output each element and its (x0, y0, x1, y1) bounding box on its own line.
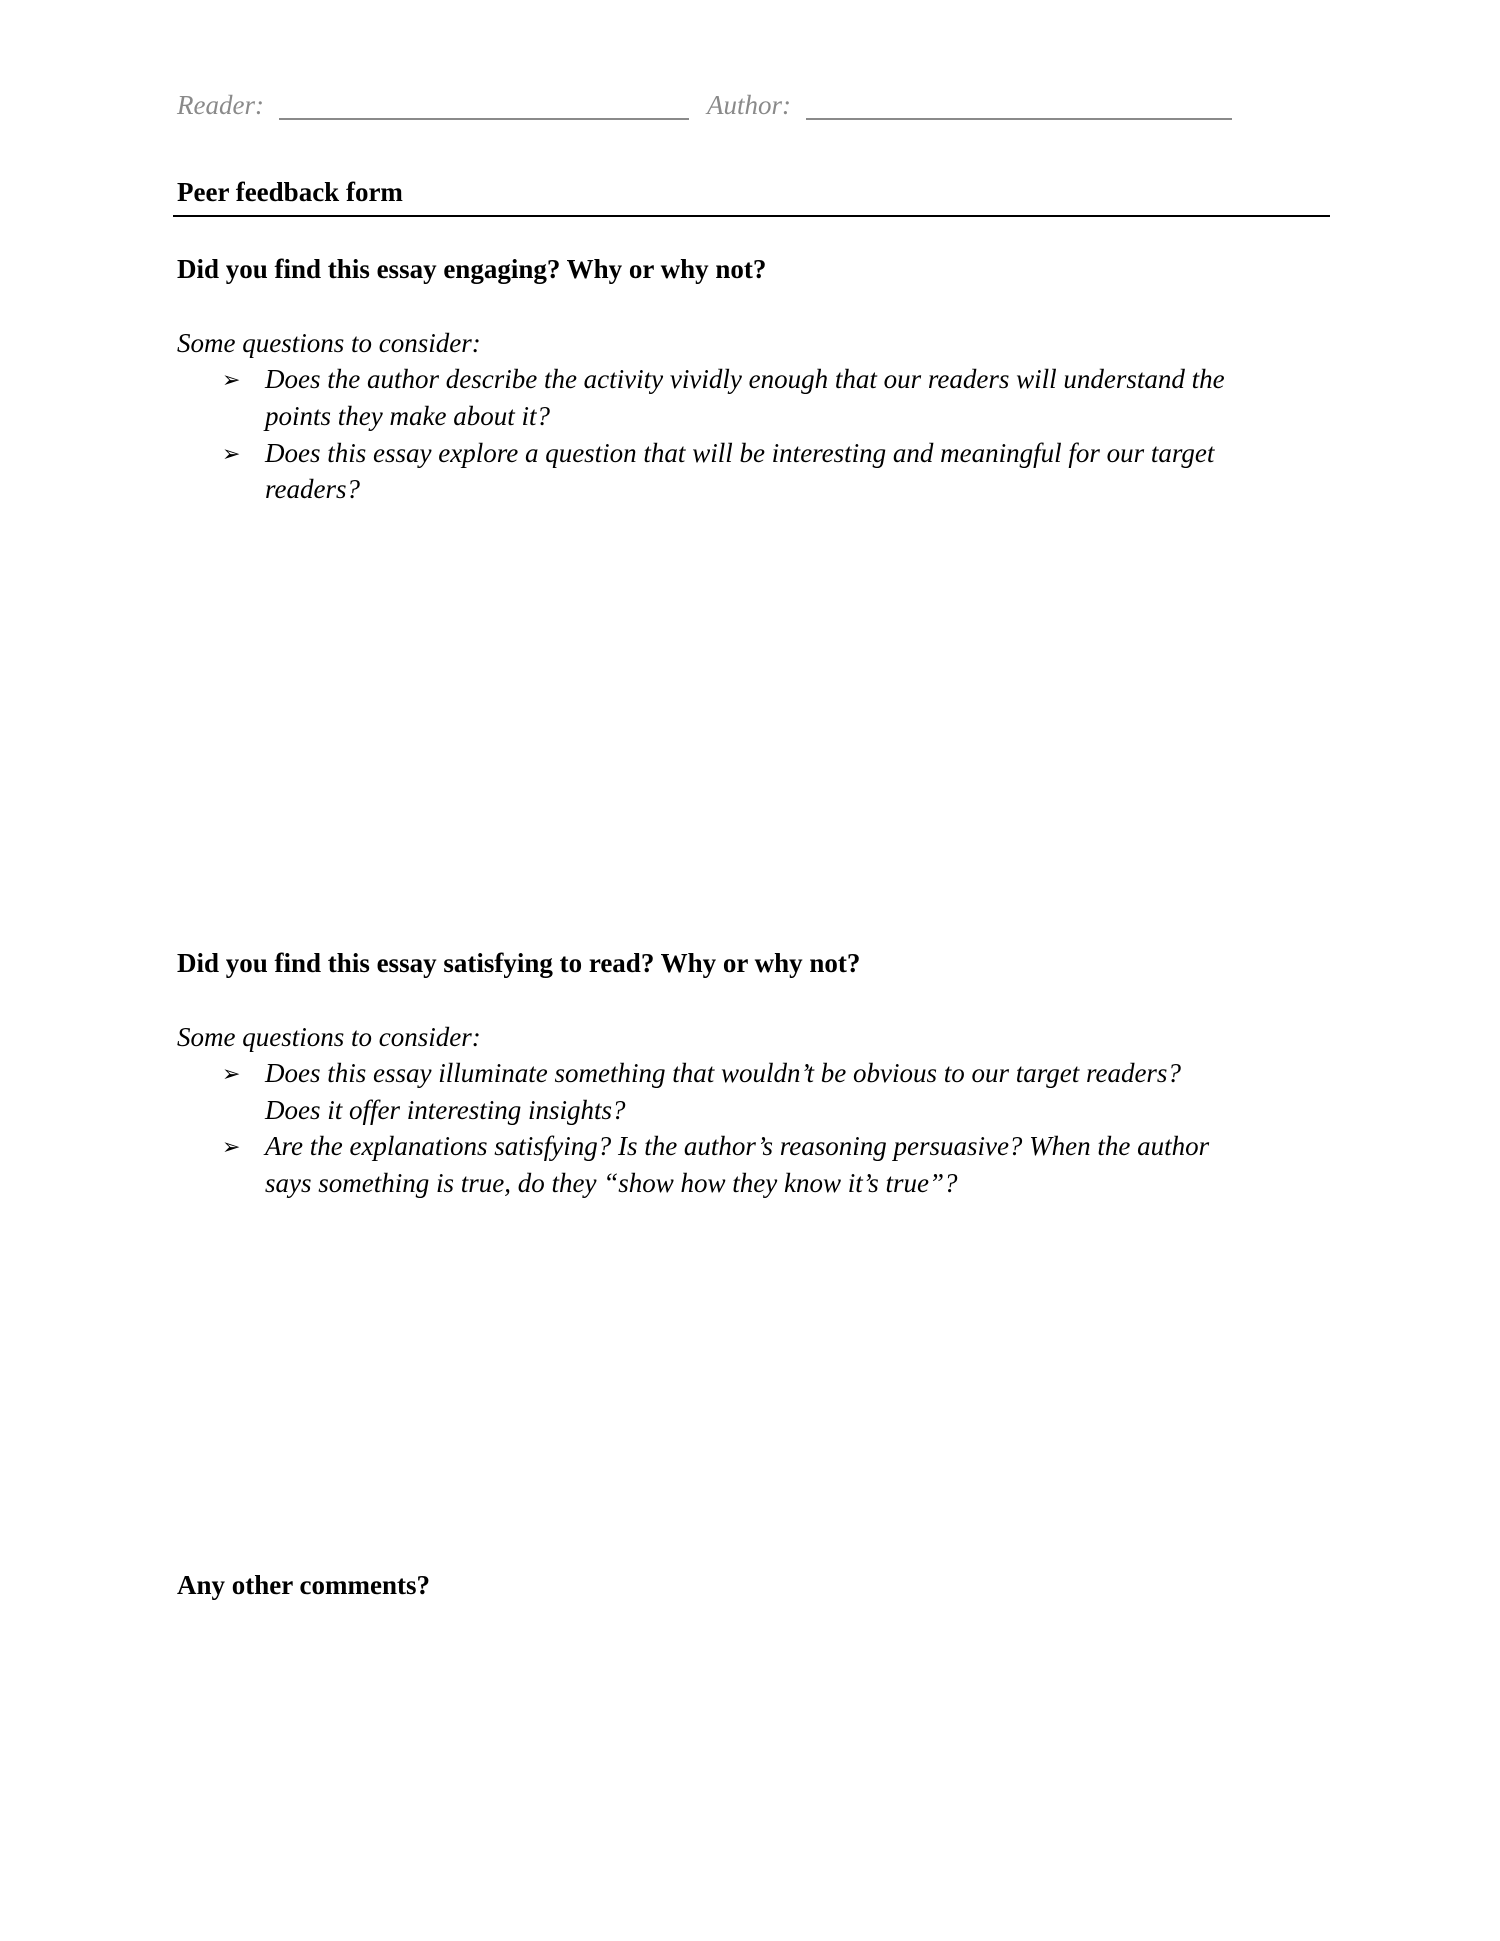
section-2-bullet-1-line-1: Does this essay illuminate something that wouldn’t be obvious to our target readers? (265, 1058, 1181, 1088)
author-name-field[interactable] (806, 118, 1232, 120)
author-label: Author: (707, 90, 791, 120)
arrow-bullet-icon: ➢ (222, 441, 241, 466)
section-2-bullet-1-line-2: Does it offer interesting insights? (265, 1095, 626, 1125)
section-2-question: Did you find this essay satisfying to read? Why or why not? (177, 948, 861, 978)
section-2-bullet-2-line-1: Are the explanations satisfying? Is the author’s reasoning persuasive? When the author (265, 1131, 1210, 1161)
section-1-prompt: Some questions to consider: (177, 328, 481, 358)
reader-name-field[interactable] (279, 118, 689, 120)
arrow-bullet-icon: ➢ (222, 1061, 241, 1086)
title-divider (173, 215, 1330, 217)
reader-label: Reader: (177, 90, 264, 120)
section-1-bullet-1-line-1: Does the author describe the activity vividly enough that our readers will understand the (265, 364, 1225, 394)
arrow-bullet-icon: ➢ (222, 1134, 241, 1159)
section-1-bullet-2-line-1: Does this essay explore a question that will be interesting and meaningful for our target (265, 438, 1215, 468)
section-1-question: Did you find this essay engaging? Why or why not? (177, 254, 767, 284)
form-title: Peer feedback form (177, 177, 403, 207)
section-1-bullet-1-line-2: points they make about it? (265, 401, 550, 431)
section-2-bullet-2-line-2: says something is true, do they “show how they know it’s true”? (265, 1168, 958, 1198)
section-3-question: Any other comments? (177, 1570, 430, 1600)
section-1-bullet-2-line-2: readers? (265, 474, 360, 504)
section-2-prompt: Some questions to consider: (177, 1022, 481, 1052)
arrow-bullet-icon: ➢ (222, 367, 241, 392)
